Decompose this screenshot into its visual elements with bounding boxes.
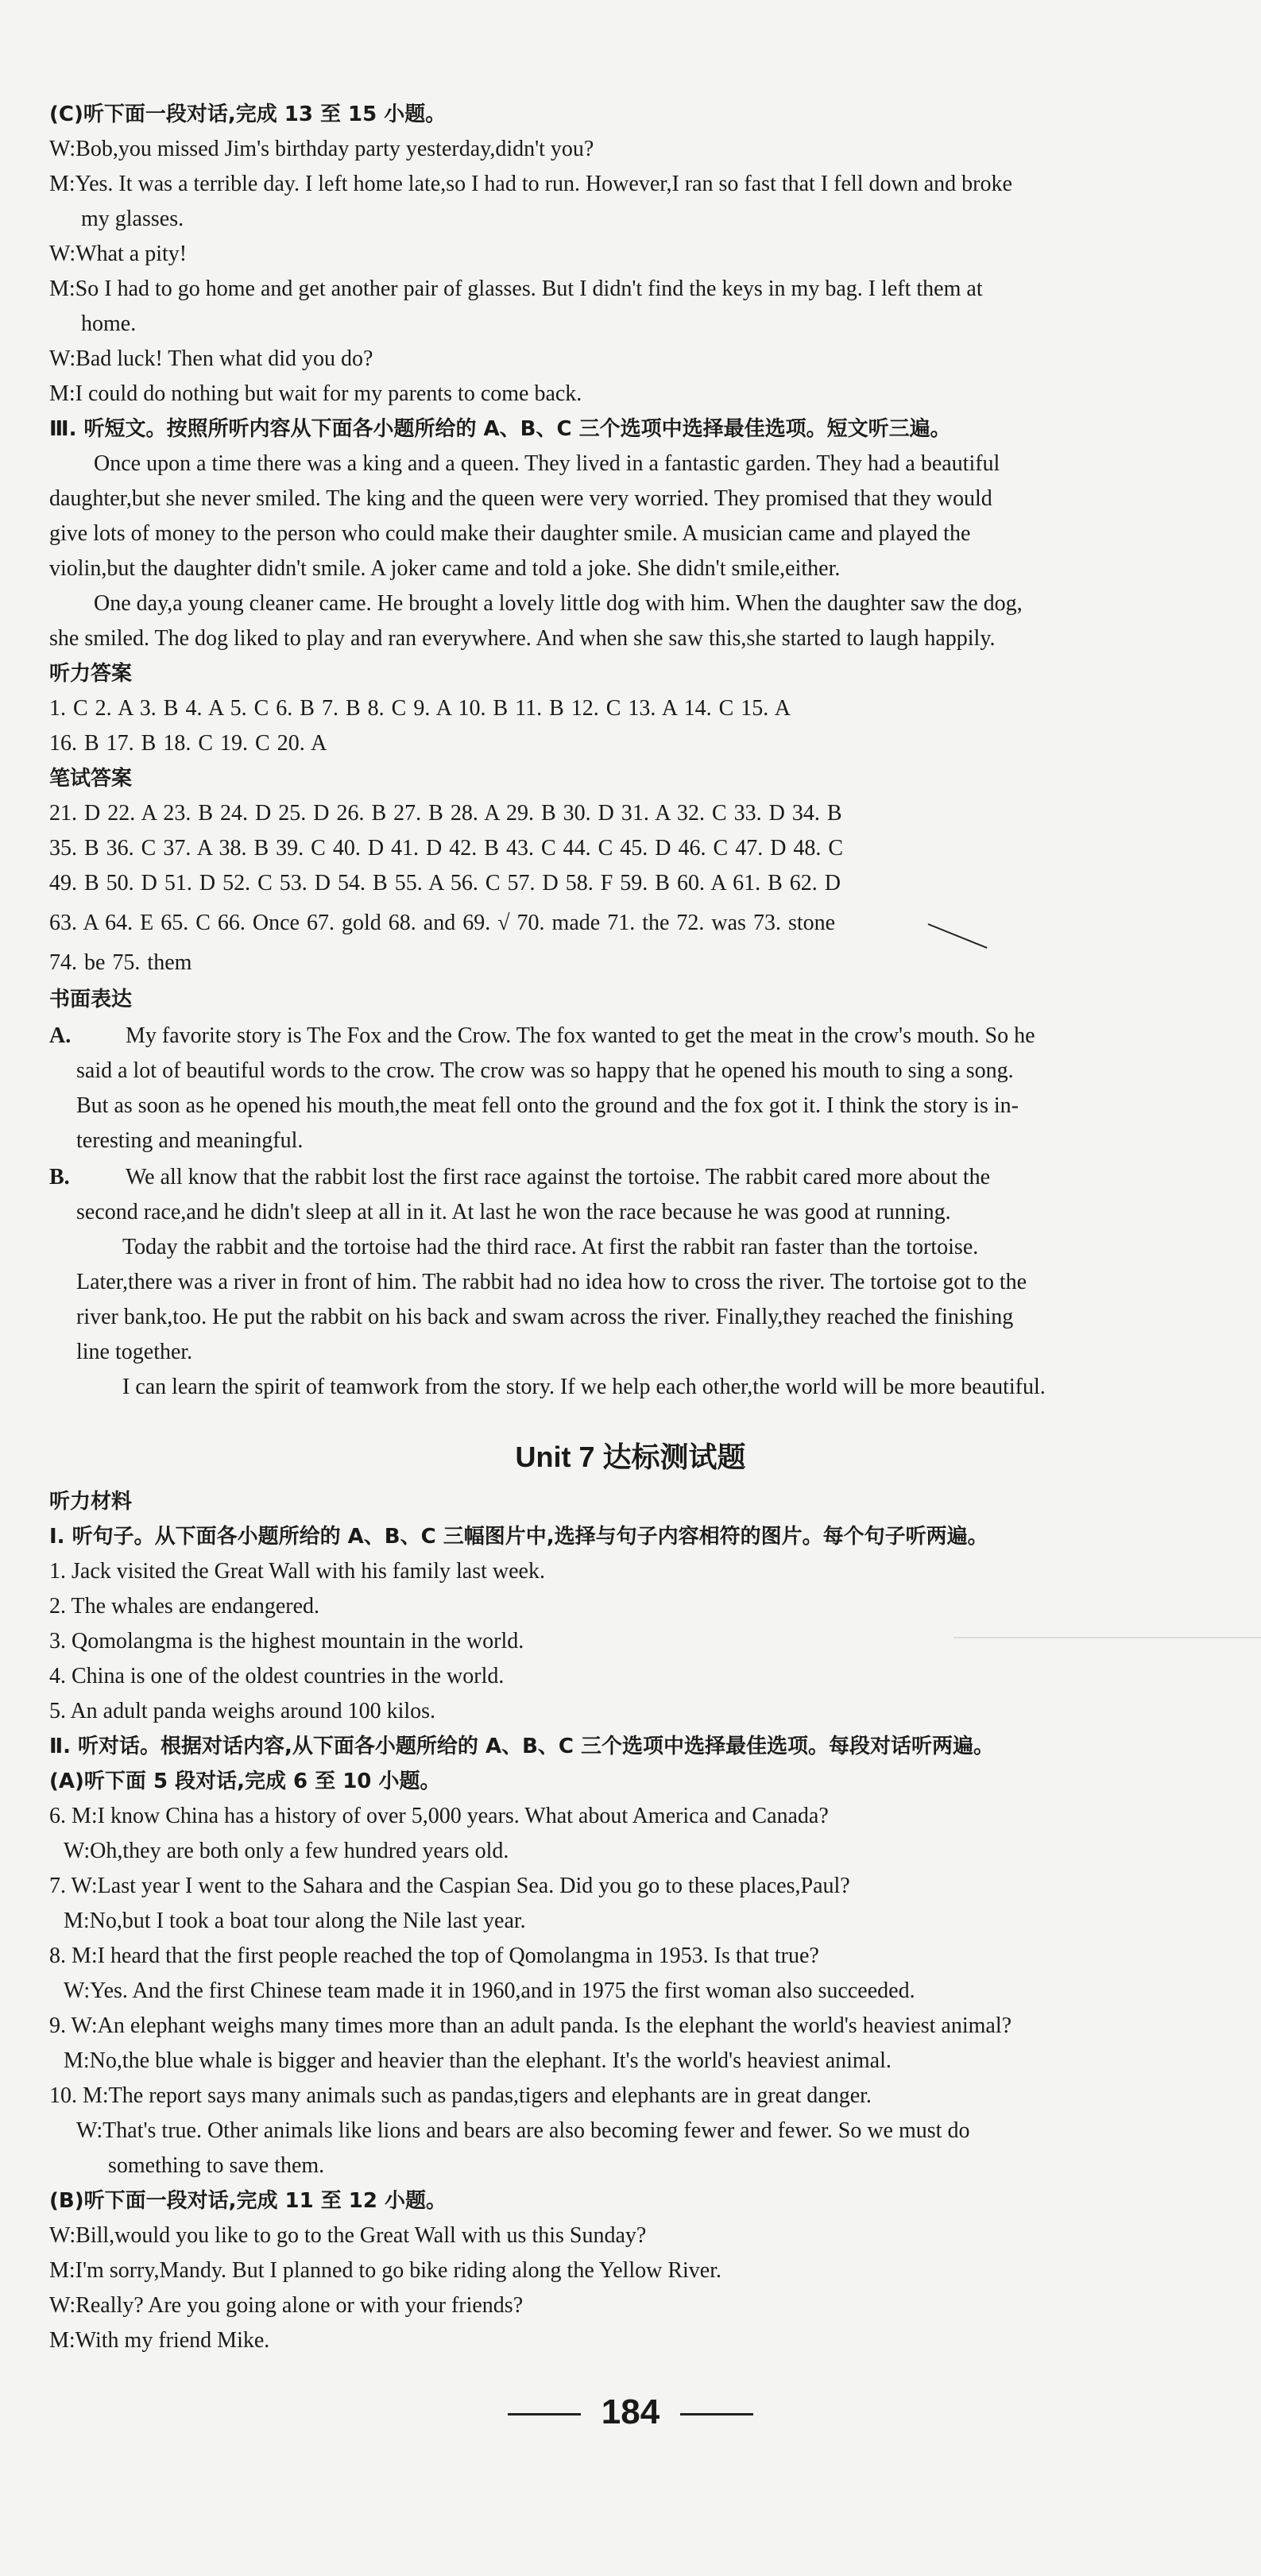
part1-heading: Ⅰ. 听句子。从下面各小题所给的 A、B、C 三幅图片中,选择与句子内容相符的图片。每个句子听两遍。 bbox=[49, 1525, 988, 1549]
written-answers-heading: 笔试答案 bbox=[49, 767, 133, 791]
answer-line: 35. B 36. C 37. A 38. B 39. C 40. D 41. D 42. B 43. C 44. C 45. D 46. C 47. D 48. C bbox=[49, 836, 844, 861]
page-number-dash-right bbox=[680, 2413, 753, 2415]
sentence-line: 2. The whales are endangered. bbox=[49, 1594, 319, 1619]
passage-line: violin,but the daughter didn't smile. A joker came and told a joke. She didn't smile,either. bbox=[49, 556, 841, 581]
dialog-line: W:What a pity! bbox=[49, 242, 188, 266]
dialog-line: W:That's true. Other animals like lions and bears are also becoming fewer and fewer. So we must do bbox=[76, 2118, 970, 2143]
sentence-line: 1. Jack visited the Great Wall with his family last week. bbox=[49, 1559, 545, 1584]
essay-line: But as soon as he opened his mouth,the meat fell onto the ground and the fox got it. I think the story is in- bbox=[76, 1093, 1019, 1118]
unit-title bbox=[0, 1437, 1261, 1479]
essay-line: We all know that the rabbit lost the first race against the tortoise. The rabbit cared more about the bbox=[126, 1165, 991, 1189]
passage-line: Once upon a time there was a king and a queen. They lived in a fantastic garden. They had a beautiful bbox=[94, 451, 1000, 476]
sentence-line: 5. An adult panda weighs around 100 kilos. bbox=[49, 1699, 436, 1723]
essay-line: river bank,too. He put the rabbit on his back and swam across the river. Finally,they reached the finishing bbox=[76, 1305, 1014, 1329]
essay-line: said a lot of beautiful words to the crow. The crow was so happy that he opened his mouth to sing a song. bbox=[76, 1058, 1014, 1083]
listening-answers-heading: 听力答案 bbox=[49, 662, 133, 686]
scan-artifact-line bbox=[953, 1637, 1261, 1638]
passage-line: she smiled. The dog liked to play and ran everywhere. And when she saw this,she started to laugh happily. bbox=[49, 626, 996, 651]
sentence-line: 3. Qomolangma is the highest mountain in the world. bbox=[49, 1629, 524, 1654]
answer-line: 21. D 22. A 23. B 24. D 25. D 26. B 27. B 28. A 29. B 30. D 31. A 32. C 33. D 34. B bbox=[49, 801, 842, 826]
page-number bbox=[0, 2388, 1261, 2436]
handwritten-strike-mark bbox=[928, 923, 988, 949]
unit-title-en: Unit 7 bbox=[515, 1441, 603, 1473]
essay-line: Later,there was a river in front of him. The rabbit had no idea how to cross the river. The tortoise got to the bbox=[76, 1270, 1027, 1294]
essay-line: My favorite story is The Fox and the Crow. The fox wanted to get the meat in the crow's mouth. So he bbox=[126, 1023, 1035, 1048]
writing-heading: 书面表达 bbox=[49, 988, 133, 1011]
passage-line: daughter,but she never smiled. The king and the queen were very worried. They promised that they would bbox=[49, 486, 992, 511]
dialog-line: M:No,but I took a boat tour along the Nile last year. bbox=[64, 1909, 526, 1933]
page-number-dash-left bbox=[508, 2413, 581, 2415]
essay-line: line together. bbox=[76, 1340, 193, 1364]
unit-title-zh: 达标测试题 bbox=[602, 1441, 746, 1474]
answer-line: 63. A 64. E 65. C 66. Once 67. gold 68. and 69. √ 70. made 71. the 72. was 73. stone bbox=[49, 911, 836, 935]
part2-heading: Ⅱ. 听对话。根据对话内容,从下面各小题所给的 A、B、C 三个选项中选择最佳选项。每段对话听两遍。 bbox=[49, 1735, 995, 1758]
section-c-intro: (C)听下面一段对话,完成 13 至 15 小题。 bbox=[49, 102, 447, 126]
essay-line: second race,and he didn't sleep at all in it. At last he won the race because he was good at running. bbox=[76, 1200, 951, 1224]
dialog-line: W:Bill,would you like to go to the Great Wall with us this Sunday? bbox=[49, 2223, 647, 2248]
dialog-line: my glasses. bbox=[81, 207, 184, 231]
essay-a-label: A. bbox=[49, 1023, 72, 1048]
answer-line: 74. be 75. them bbox=[49, 950, 192, 975]
dialog-line: W:Bad luck! Then what did you do? bbox=[49, 346, 373, 371]
dialog-line: M:So I had to go home and get another pair of glasses. But I didn't find the keys in my bag. I left them at bbox=[49, 277, 983, 301]
dialog-line: M:Yes. It was a terrible day. I left home late,so I had to run. However,I ran so fast that I fell down and broke bbox=[49, 172, 1012, 196]
essay-line: teresting and meaningful. bbox=[76, 1128, 304, 1153]
dialog-line: 7. W:Last year I went to the Sahara and the Caspian Sea. Did you go to these places,Paul? bbox=[49, 1874, 850, 1898]
dialog-line: 8. M:I heard that the first people reached the top of Qomolangma in 1953. Is that true? bbox=[49, 1944, 819, 1968]
dialog-line: 10. M:The report says many animals such as pandas,tigers and elephants are in great danger. bbox=[49, 2083, 872, 2108]
answer-line: 49. B 50. D 51. D 52. C 53. D 54. B 55. A 56. C 57. D 58. F 59. B 60. A 61. B 62. D bbox=[49, 871, 841, 895]
sentence-line: 4. China is one of the oldest countries in the world. bbox=[49, 1664, 505, 1688]
essay-line: Today the rabbit and the tortoise had the third race. At first the rabbit ran faster than the tortoise. bbox=[122, 1235, 979, 1259]
dialog-line: W:Oh,they are both only a few hundred years old. bbox=[64, 1839, 509, 1863]
answer-line: 16. B 17. B 18. C 19. C 20. A bbox=[49, 731, 327, 756]
dialog-line: home. bbox=[81, 311, 137, 336]
dialog-line: W:Yes. And the first Chinese team made it in 1960,and in 1975 the first woman also succeeded. bbox=[64, 1978, 915, 2003]
answer-line: 1. C 2. A 3. B 4. A 5. C 6. B 7. B 8. C 9. A 10. B 11. B 12. C 13. A 14. C 15. A bbox=[49, 696, 791, 721]
essay-line: I can learn the spirit of teamwork from the story. If we help each other,the world will be more beautiful. bbox=[122, 1375, 1046, 1399]
part3-heading: Ⅲ. 听短文。按照所听内容从下面各小题所给的 A、B、C 三个选项中选择最佳选项。短文听三遍。 bbox=[49, 417, 951, 441]
dialog-line: 9. W:An elephant weighs many times more than an adult panda. Is the elephant the world's heaviest animal? bbox=[49, 2013, 1012, 2038]
materials-heading: 听力材料 bbox=[49, 1490, 133, 1514]
section-a-intro: (A)听下面 5 段对话,完成 6 至 10 小题。 bbox=[49, 1770, 441, 1793]
page-number-value: 184 bbox=[601, 2392, 660, 2431]
dialog-line: M:I'm sorry,Mandy. But I planned to go bike riding along the Yellow River. bbox=[49, 2258, 722, 2283]
dialog-line: M:I could do nothing but wait for my parents to come back. bbox=[49, 381, 582, 406]
dialog-line: W:Really? Are you going alone or with your friends? bbox=[49, 2293, 524, 2318]
dialog-line: W:Bob,you missed Jim's birthday party yesterday,didn't you? bbox=[49, 137, 594, 161]
passage-line: One day,a young cleaner came. He brought a lovely little dog with him. When the daughter saw the dog, bbox=[94, 591, 1023, 616]
dialog-line: M:No,the blue whale is bigger and heavier than the elephant. It's the world's heaviest animal. bbox=[64, 2048, 892, 2073]
dialog-line: M:With my friend Mike. bbox=[49, 2328, 270, 2353]
essay-b-label: B. bbox=[49, 1165, 70, 1189]
dialog-line: 6. M:I know China has a history of over 5,000 years. What about America and Canada? bbox=[49, 1804, 829, 1828]
passage-line: give lots of money to the person who could make their daughter smile. A musician came and played the bbox=[49, 521, 971, 546]
section-b-intro: (B)听下面一段对话,完成 11 至 12 小题。 bbox=[49, 2189, 447, 2213]
dialog-line: something to save them. bbox=[108, 2153, 325, 2178]
